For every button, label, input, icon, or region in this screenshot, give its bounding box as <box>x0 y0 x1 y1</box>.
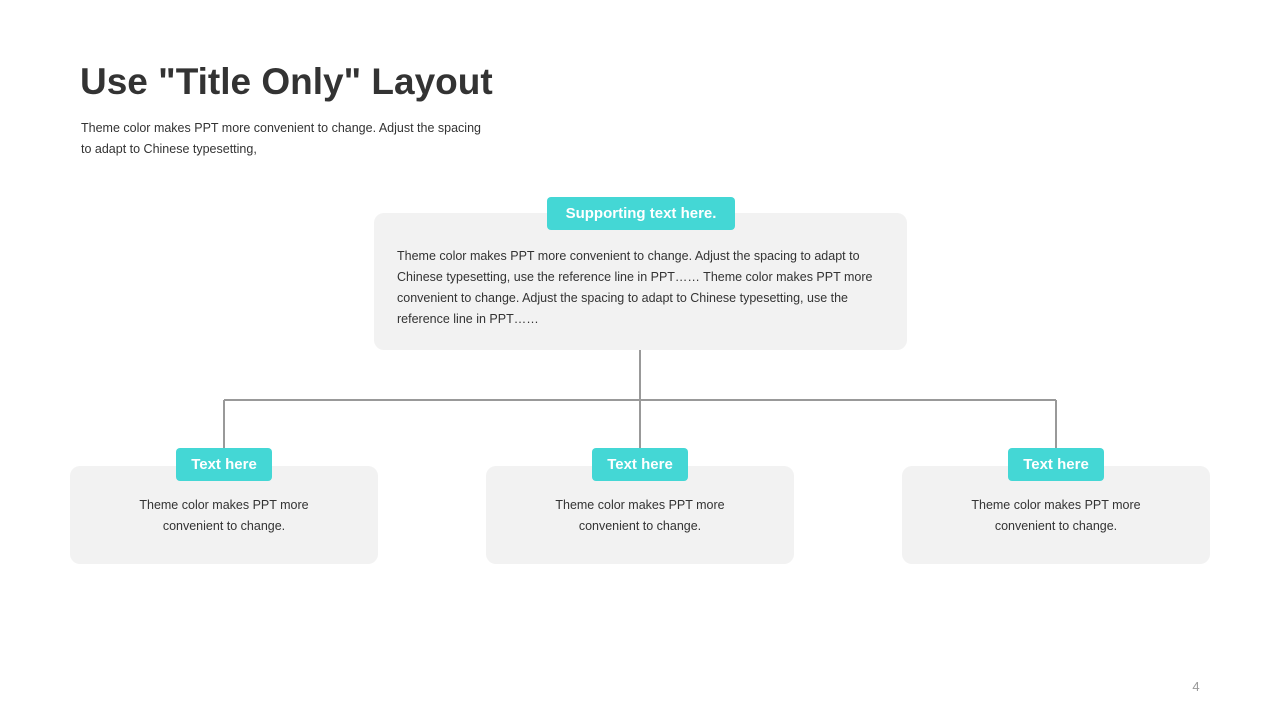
main-card <box>374 213 907 350</box>
child-card-text: Theme color makes PPT more convenient to change. <box>555 498 725 533</box>
child-card-text: Theme color makes PPT more convenient to change. <box>139 498 309 533</box>
child-card-label-right: Text here <box>1008 448 1104 481</box>
main-card-text: Theme color makes PPT more convenient to change. Adjust the spacing to adapt to Chinese typesetting, use the reference line in PPT…… Theme color makes PPT more convenient to change. Adjust the spacing to adapt to Chinese typesetting, use the reference line in PPT…… <box>397 249 873 326</box>
child-card-text: Theme color makes PPT more convenient to change. <box>971 498 1141 533</box>
child-card-label-left: Text here <box>176 448 272 481</box>
main-card-label: Supporting text here. <box>547 197 735 230</box>
child-card-label-center: Text here <box>592 448 688 481</box>
page-number: 4 <box>1192 679 1200 694</box>
slide-title: Use "Title Only" Layout <box>80 61 493 102</box>
slide-subtitle: Theme color makes PPT more convenient to change. Adjust the spacing to adapt to Chinese typesetting, <box>81 121 481 156</box>
